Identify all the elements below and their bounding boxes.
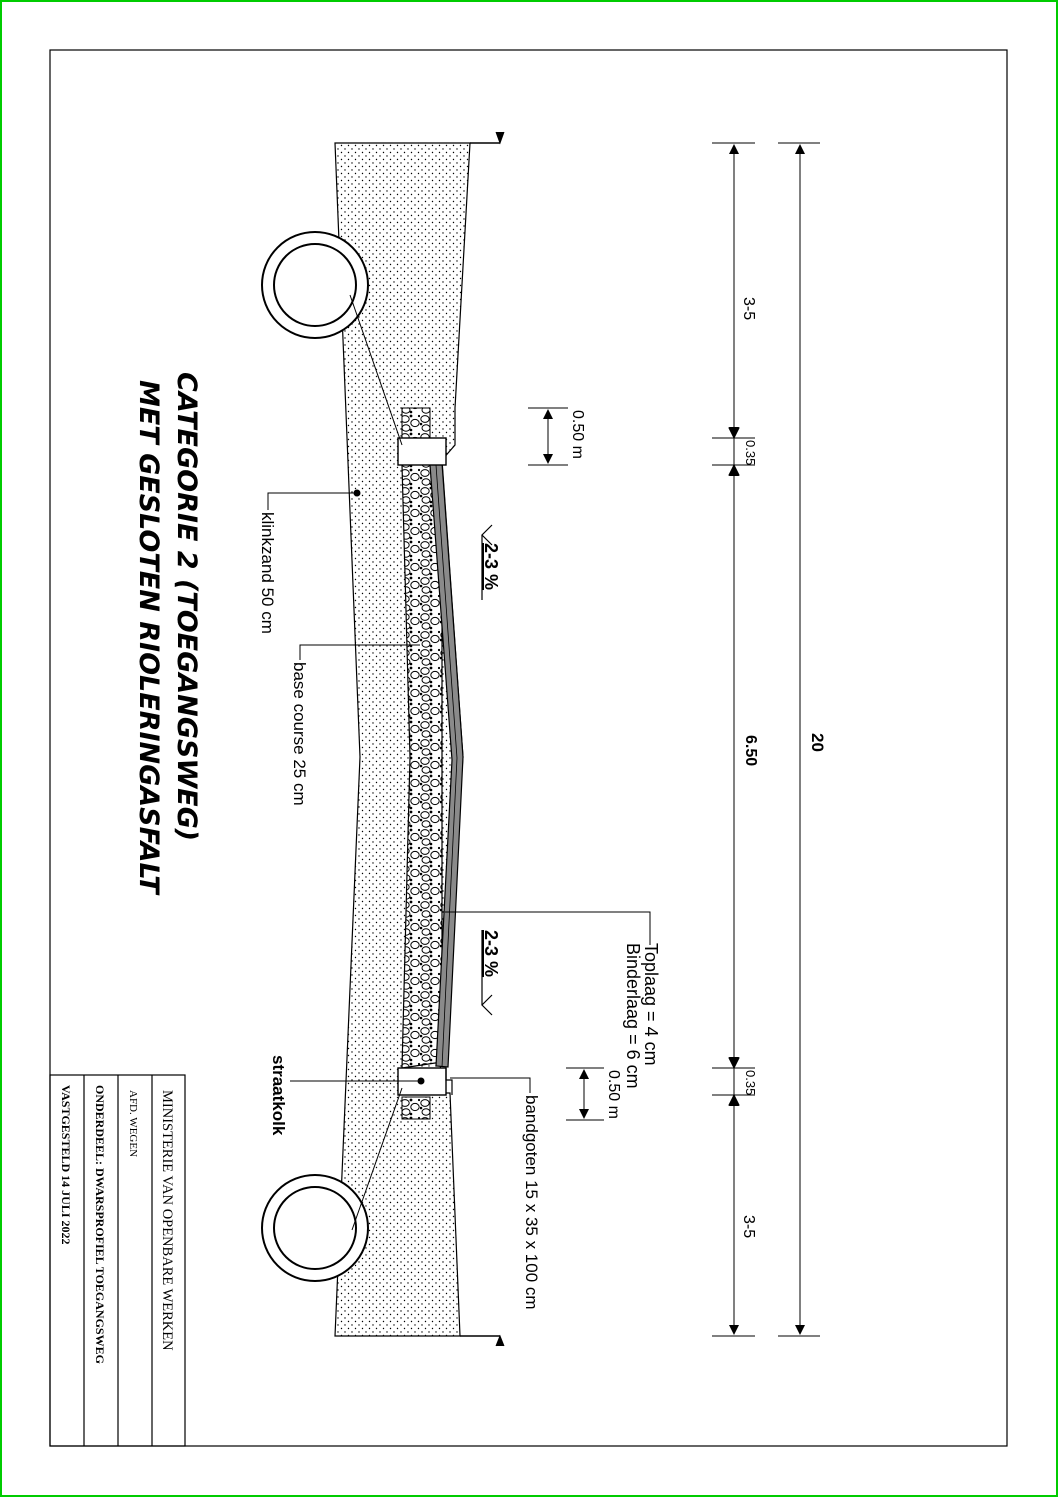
sewer-pipe-top [262, 232, 368, 338]
title-block-department: AFD. WEGEN [127, 1090, 139, 1158]
depth-dim-right [566, 1068, 604, 1120]
gutter-left [398, 438, 446, 465]
label-depth-left: 0.50 m [569, 410, 586, 459]
dim-total: 20 [808, 733, 827, 752]
label-klinkzand: klinkzand 50 cm [258, 512, 277, 634]
label-bandgoten: bandgoten 15 x 35 x 100 cm [522, 1095, 541, 1310]
label-slope-left: 2-3 % [481, 543, 501, 591]
title-block-ministry: MINISTERIE VAN OPENBARE WERKEN [159, 1090, 175, 1351]
dim-gutter-left: 0.35 [743, 440, 758, 466]
title-block-date: VASTGESTELD 14 JULI 2022 [59, 1085, 73, 1245]
sand-layer [335, 143, 470, 1336]
label-binderlaag: Binderlaag = 6 cm [623, 943, 643, 1089]
sewer-pipe-bottom [262, 1175, 368, 1281]
leader-asphalt [445, 912, 650, 945]
label-base-course: base course 25 cm [290, 662, 309, 806]
label-toplaag: Toplaag = 4 cm [641, 943, 661, 1066]
leader-bandgoten [450, 1078, 530, 1093]
label-depth-right: 0.50 m [605, 1070, 622, 1119]
dim-berm-right: 3-5 [740, 1215, 757, 1239]
label-straatkolk: straatkolk [269, 1055, 288, 1136]
dim-berm-left: 3-5 [740, 297, 757, 321]
depth-dim-left [528, 408, 568, 465]
leader-klinkzand [268, 490, 360, 510]
dim-carriageway: 6.50 [742, 735, 759, 767]
gutter-bedding-left [402, 408, 430, 438]
title-block-subject: ONDERDEEL: DWARSPROFIEL TOEGANGSWEG [93, 1085, 107, 1364]
title-line-2: MET GESLOTEN RIOLERINGASFALT [133, 380, 164, 894]
ground-mark-top-tip [496, 132, 504, 143]
dim-gutter-right: 0.35 [743, 1070, 758, 1096]
label-slope-right: 2-3 % [481, 930, 501, 978]
ground-mark-bottom-tip [496, 1336, 504, 1346]
gutter-right-step [446, 1068, 452, 1095]
title-line-1: CATEGORIE 2 (TOEGANGSWEG) [171, 372, 202, 842]
gutter-bedding-right [402, 1097, 430, 1119]
